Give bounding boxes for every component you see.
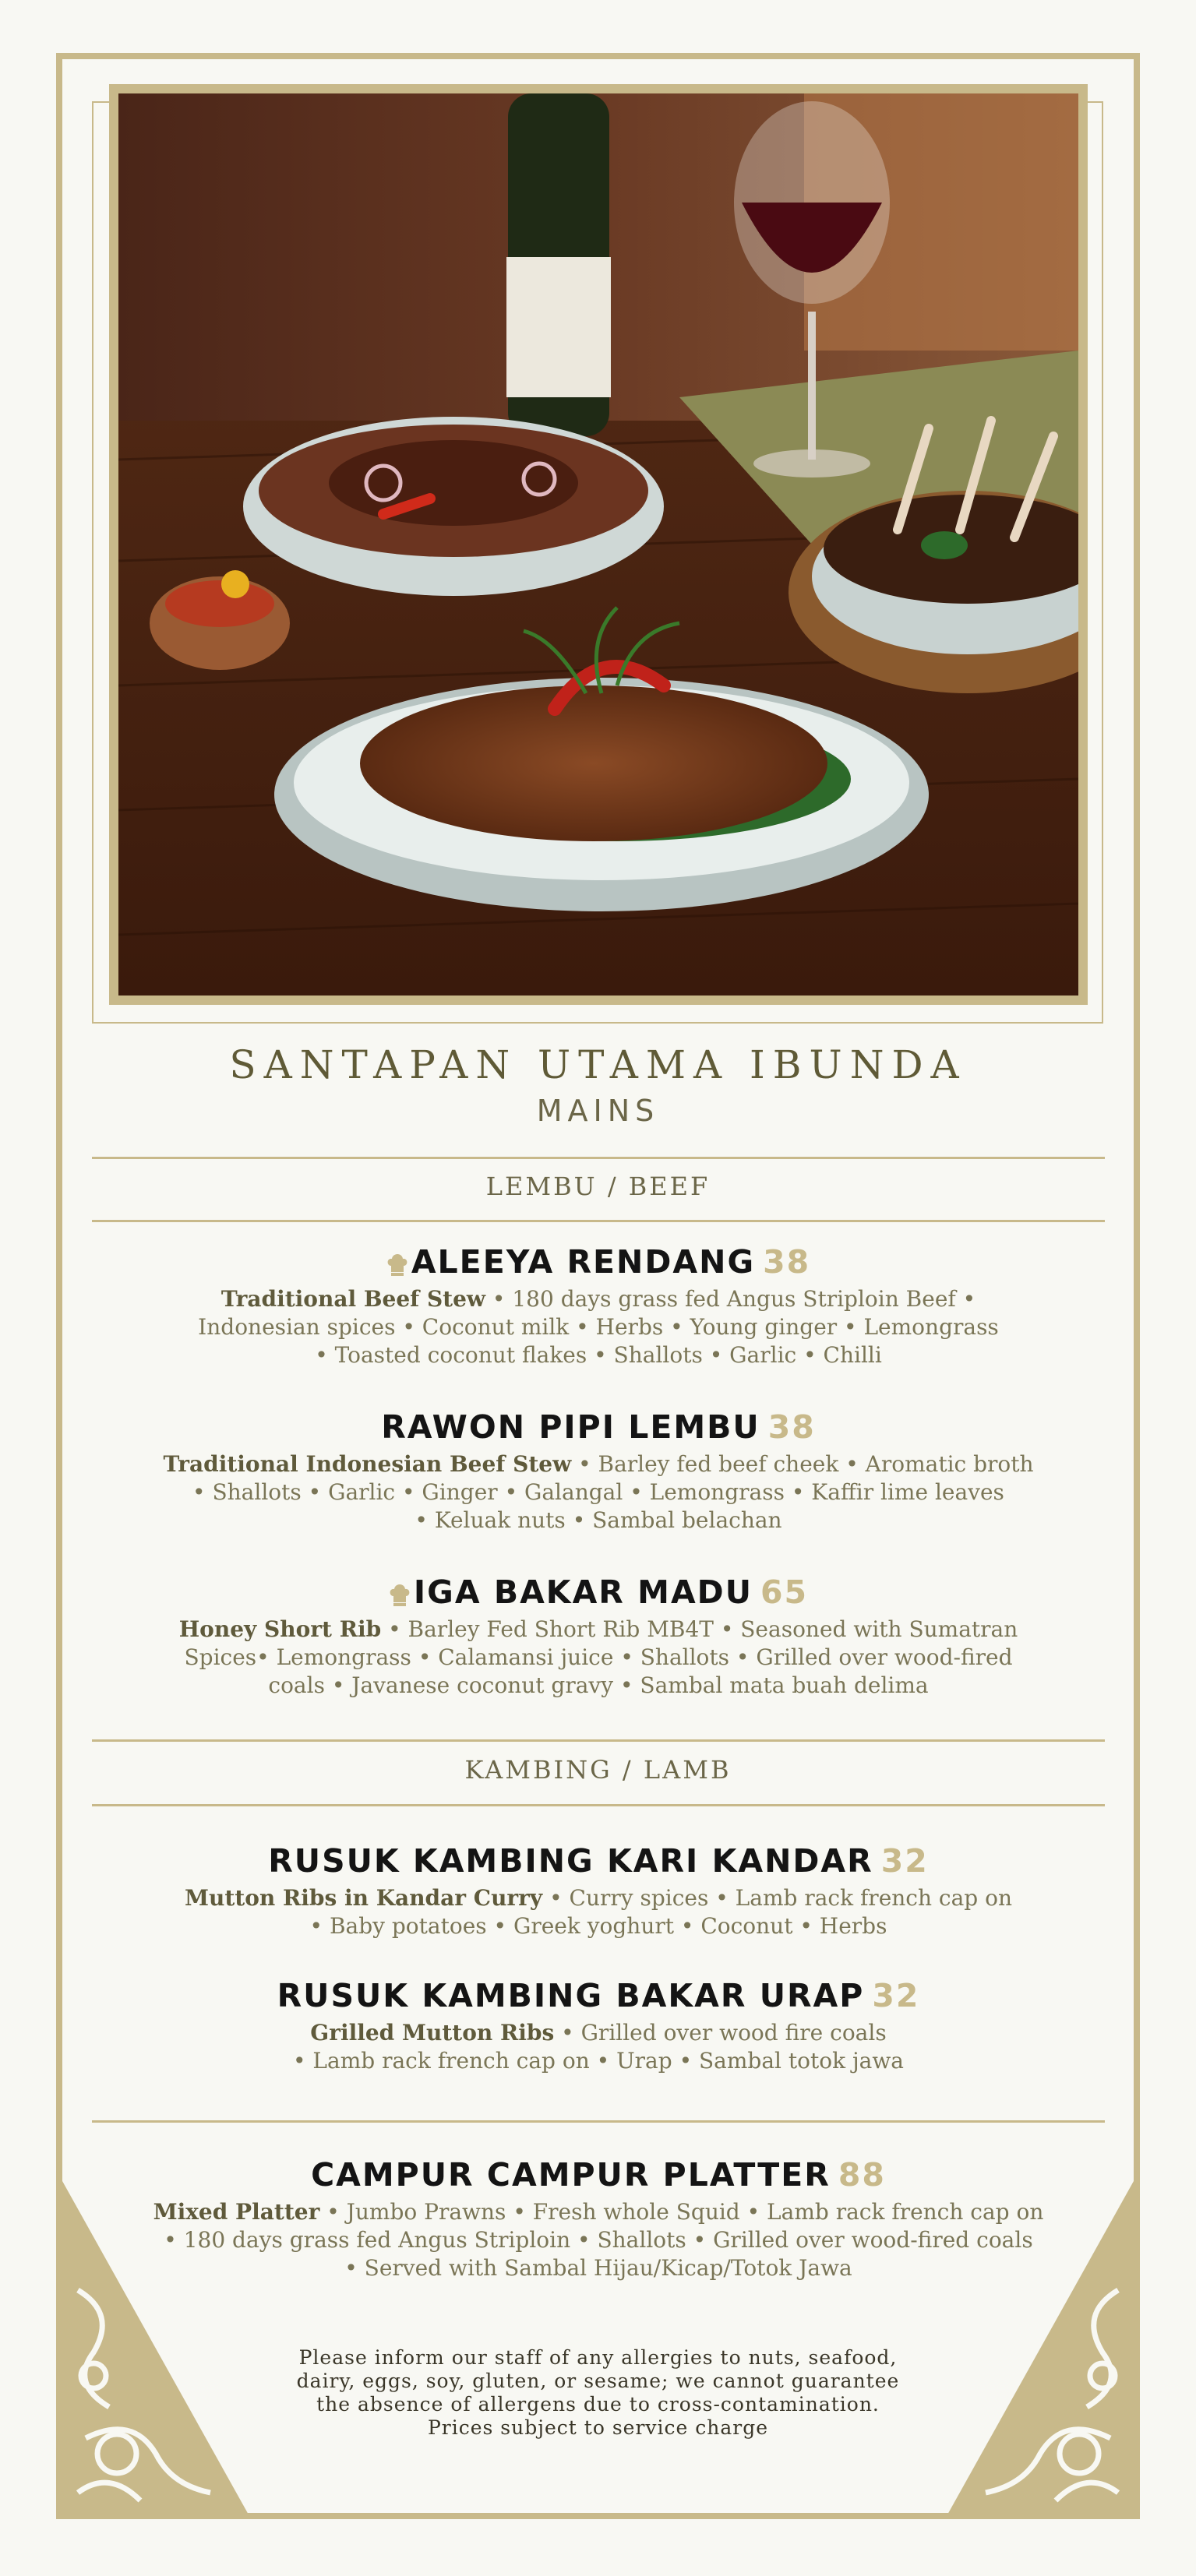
item-lead: Grilled Mutton Ribs [310,2020,555,2046]
divider-platter-top [92,2120,1105,2123]
item-description [92,1884,1105,1940]
item-desc-line: • 180 days grass fed Angus Striploin Beef • [485,1286,976,1312]
corner-ornament-left-icon [62,2181,249,2516]
item-lead: Mixed Platter [153,2199,320,2225]
menu-title: SANTAPAN UTAMA IBUNDA [229,1042,967,1087]
menu-item-iga-bakar-madu [92,1572,1105,1700]
item-desc-line: • Grilled over wood fire coals [554,2020,887,2046]
item-desc-line: Indonesian spices • Coconut milk • Herbs • Young ginger • Lemongrass [198,1314,999,1340]
item-price: 65 [760,1573,809,1611]
item-name: RUSUK KAMBING KARI KANDAR [268,1842,873,1880]
section-label-beef: LEMBU / BEEF [485,1172,711,1201]
item-lead: Honey Short Rib [178,1616,382,1642]
item-price: 38 [767,1408,816,1446]
section-label-lamb: KAMBING / LAMB [464,1755,732,1785]
item-desc-line: • Lamb rack french cap on • Urap • Sambal totok jawa [292,2048,904,2074]
item-desc-line: • 180 days grass fed Angus Striploin • Shallots • Grilled over wood-fired coals [164,2227,1033,2253]
item-desc-line: • Keluak nuts • Sambal belachan [415,1507,782,1533]
item-lead: Traditional Beef Stew [221,1286,486,1312]
allergy-line: Please inform our staff of any allergies to nuts, seafood, [298,2346,898,2369]
item-desc-line: • Shallots • Garlic • Ginger • Galangal • Lemongrass • Kaffir lime leaves [192,1479,1004,1505]
item-desc-line: • Served with Sambal Hijau/Kicap/Totok Jawa [344,2255,852,2281]
item-description [92,1616,1105,1700]
item-desc-line: Spices• Lemongrass • Calamansi juice • Shallots • Grilled over wood-fired [184,1644,1013,1670]
item-desc-line: • Barley fed beef cheek • Aromatic broth [571,1451,1034,1477]
menu-subtitle: MAINS [536,1094,660,1128]
allergy-line: Prices subject to service charge [427,2416,769,2439]
item-price: 38 [763,1243,811,1281]
food-photo-illustration [118,93,1078,996]
item-name: RAWON PIPI LEMBU [381,1408,760,1446]
chef-hat-icon [386,1252,408,1277]
item-desc-line: • Curry spices • Lamb rack french cap on [542,1885,1012,1911]
item-name: RUSUK KAMBING BAKAR URAP [277,1977,865,2014]
item-lead: Mutton Ribs in Kandar Curry [184,1885,543,1911]
item-price: 32 [872,1977,920,2014]
item-desc-line: • Toasted coconut flakes • Shallots • Garlic • Chilli [315,1342,882,1368]
item-description [92,2019,1105,2075]
item-name: IGA BAKAR MADU [413,1573,753,1611]
item-desc-line: • Jumbo Prawns • Fresh whole Squid • Lamb rack french cap on [319,2199,1044,2225]
hero-food-photo [109,84,1088,1005]
allergy-line: the absence of allergens due to cross-contamination. [316,2393,880,2416]
divider-lamb-top [92,1739,1105,1742]
item-description [92,1450,1105,1535]
divider-lamb-bottom [92,1804,1105,1806]
menu-item-aleeya-rendang [92,1242,1105,1369]
menu-item-rawon-pipi-lembu [92,1407,1105,1535]
item-price: 32 [880,1842,929,1880]
corner-ornament-right-icon [947,2181,1134,2516]
allergy-line: dairy, eggs, soy, gluten, or sesame; we cannot guarantee [296,2370,900,2392]
menu-item-rusuk-kambing-bakar-urap [92,1975,1105,2075]
item-desc-line: • Baby potatoes • Greek yoghurt • Coconut • Herbs [309,1913,887,1939]
item-name: CAMPUR CAMPUR PLATTER [311,2156,831,2194]
menu-item-rusuk-kambing-kari-kandar [92,1841,1105,1940]
item-lead: Traditional Indonesian Beef Stew [163,1451,572,1477]
item-name: ALEEYA RENDANG [411,1243,756,1281]
item-price: 88 [838,2156,886,2194]
divider-beef-top [92,1157,1105,1159]
item-description [92,1285,1105,1369]
divider-beef-bottom [92,1220,1105,1222]
item-desc-line: • Barley Fed Short Rib MB4T • Seasoned with Sumatran [381,1616,1018,1642]
item-desc-line: coals • Javanese coconut gravy • Sambal mata buah delima [268,1672,929,1698]
chef-hat-icon [389,1582,411,1607]
